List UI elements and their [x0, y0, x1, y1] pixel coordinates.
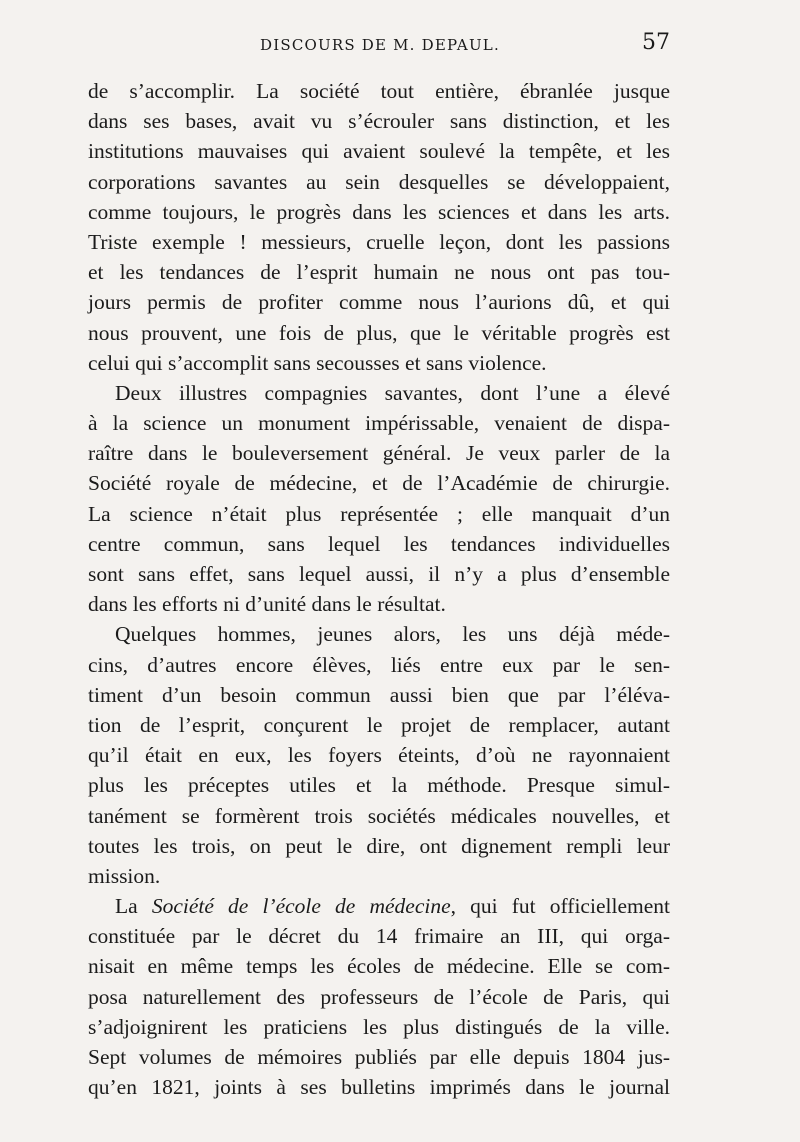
text-line: constituée par le décret du 14 frimaire an III, qui orga-: [88, 924, 670, 949]
text-line: mission.: [88, 863, 161, 888]
text-line: Société royale de médecine, et de l’Académie de chirurgie.: [88, 471, 670, 496]
text-line: dans les efforts ni d’unité dans le résultat.: [88, 592, 446, 617]
text-prefix: La: [115, 894, 152, 919]
text-line: Triste exemple ! messieurs, cruelle leçon, dont les passions: [88, 229, 670, 254]
text-line: qu’en 1821, joints à ses bulletins imprimés dans le journal: [88, 1075, 670, 1100]
text-line: raître dans le bouleversement général. Je veux parler de la: [88, 441, 670, 466]
page-number: 57: [642, 30, 670, 55]
text-line: institutions mauvaises qui avaient soulevé la tempête, et les: [88, 139, 670, 164]
text-line: qu’il était en eux, les foyers éteints, d’où ne rayonnaient: [88, 743, 670, 768]
page-body: [88, 76, 670, 1102]
text-line: tion de l’esprit, conçurent le projet de remplacer, autant: [88, 712, 670, 737]
text-line: plus les préceptes utiles et la méthode. Presque simul-: [88, 773, 670, 798]
page-header: [88, 30, 670, 62]
text-line: comme toujours, le progrès dans les sciences et dans les arts.: [88, 199, 670, 224]
text-line: Sept volumes de mémoires publiés par elle depuis 1804 jus-: [88, 1045, 670, 1069]
text-line: tanément se formèrent trois sociétés médicales nouvelles, et: [88, 803, 670, 828]
text-line: dans ses bases, avait vu s’écrouler sans distinction, et les: [88, 109, 670, 134]
text-line: jours permis de profiter comme nous l’aurions dû, et qui: [88, 290, 670, 315]
italic-society-name: Société de l’école de médecine: [151, 894, 451, 919]
text-line: posa naturellement des professeurs de l’école de Paris, qui: [88, 984, 670, 1009]
text-line: centre commun, sans lequel les tendances individuelles: [88, 531, 670, 556]
paragraph-2: [88, 378, 670, 620]
text-line: et les tendances de l’esprit humain ne nous ont pas tou-: [88, 260, 670, 285]
running-title: DISCOURS DE M. DEPAUL.: [260, 36, 500, 54]
text-line: Deux illustres compagnies savantes, dont l’une a élevé: [115, 380, 670, 405]
text-line: s’adjoignirent les praticiens les plus distingués de la ville.: [88, 1014, 670, 1039]
paragraph-3: [88, 619, 670, 891]
text-line: timent d’un besoin commun aussi bien que par l’éléva-: [88, 682, 670, 707]
text-line: à la science un monument impérissable, venaient de dispa-: [88, 411, 670, 436]
text-suffix: , qui fut officiellement: [450, 894, 670, 919]
text-line-with-italic: [88, 891, 670, 921]
text-line: celui qui s’accomplit sans secousses et sans violence.: [88, 350, 547, 375]
text-line: sont sans effet, sans lequel aussi, il n’y a plus d’ensemble: [88, 562, 670, 586]
text-line: La science n’était plus représentée ; elle manquait d’un: [88, 501, 670, 526]
paragraph-4: [88, 891, 670, 1102]
text-line: cins, d’autres encore élèves, liés entre eux par le sen-: [88, 652, 670, 677]
paragraph-1: [88, 76, 670, 378]
text-line: Quelques hommes, jeunes alors, les uns déjà méde-: [115, 622, 670, 647]
text-line: toutes les trois, on peut le dire, ont dignement rempli leur: [88, 833, 670, 858]
text-line: de s’accomplir. La société tout entière, ébranlée jusque: [88, 79, 670, 103]
text-line: nisait en même temps les écoles de médecine. Elle se com-: [88, 954, 670, 979]
text-line: corporations savantes au sein desquelles se développaient,: [88, 169, 670, 194]
text-line: nous prouvent, une fois de plus, que le véritable progrès est: [88, 320, 670, 345]
